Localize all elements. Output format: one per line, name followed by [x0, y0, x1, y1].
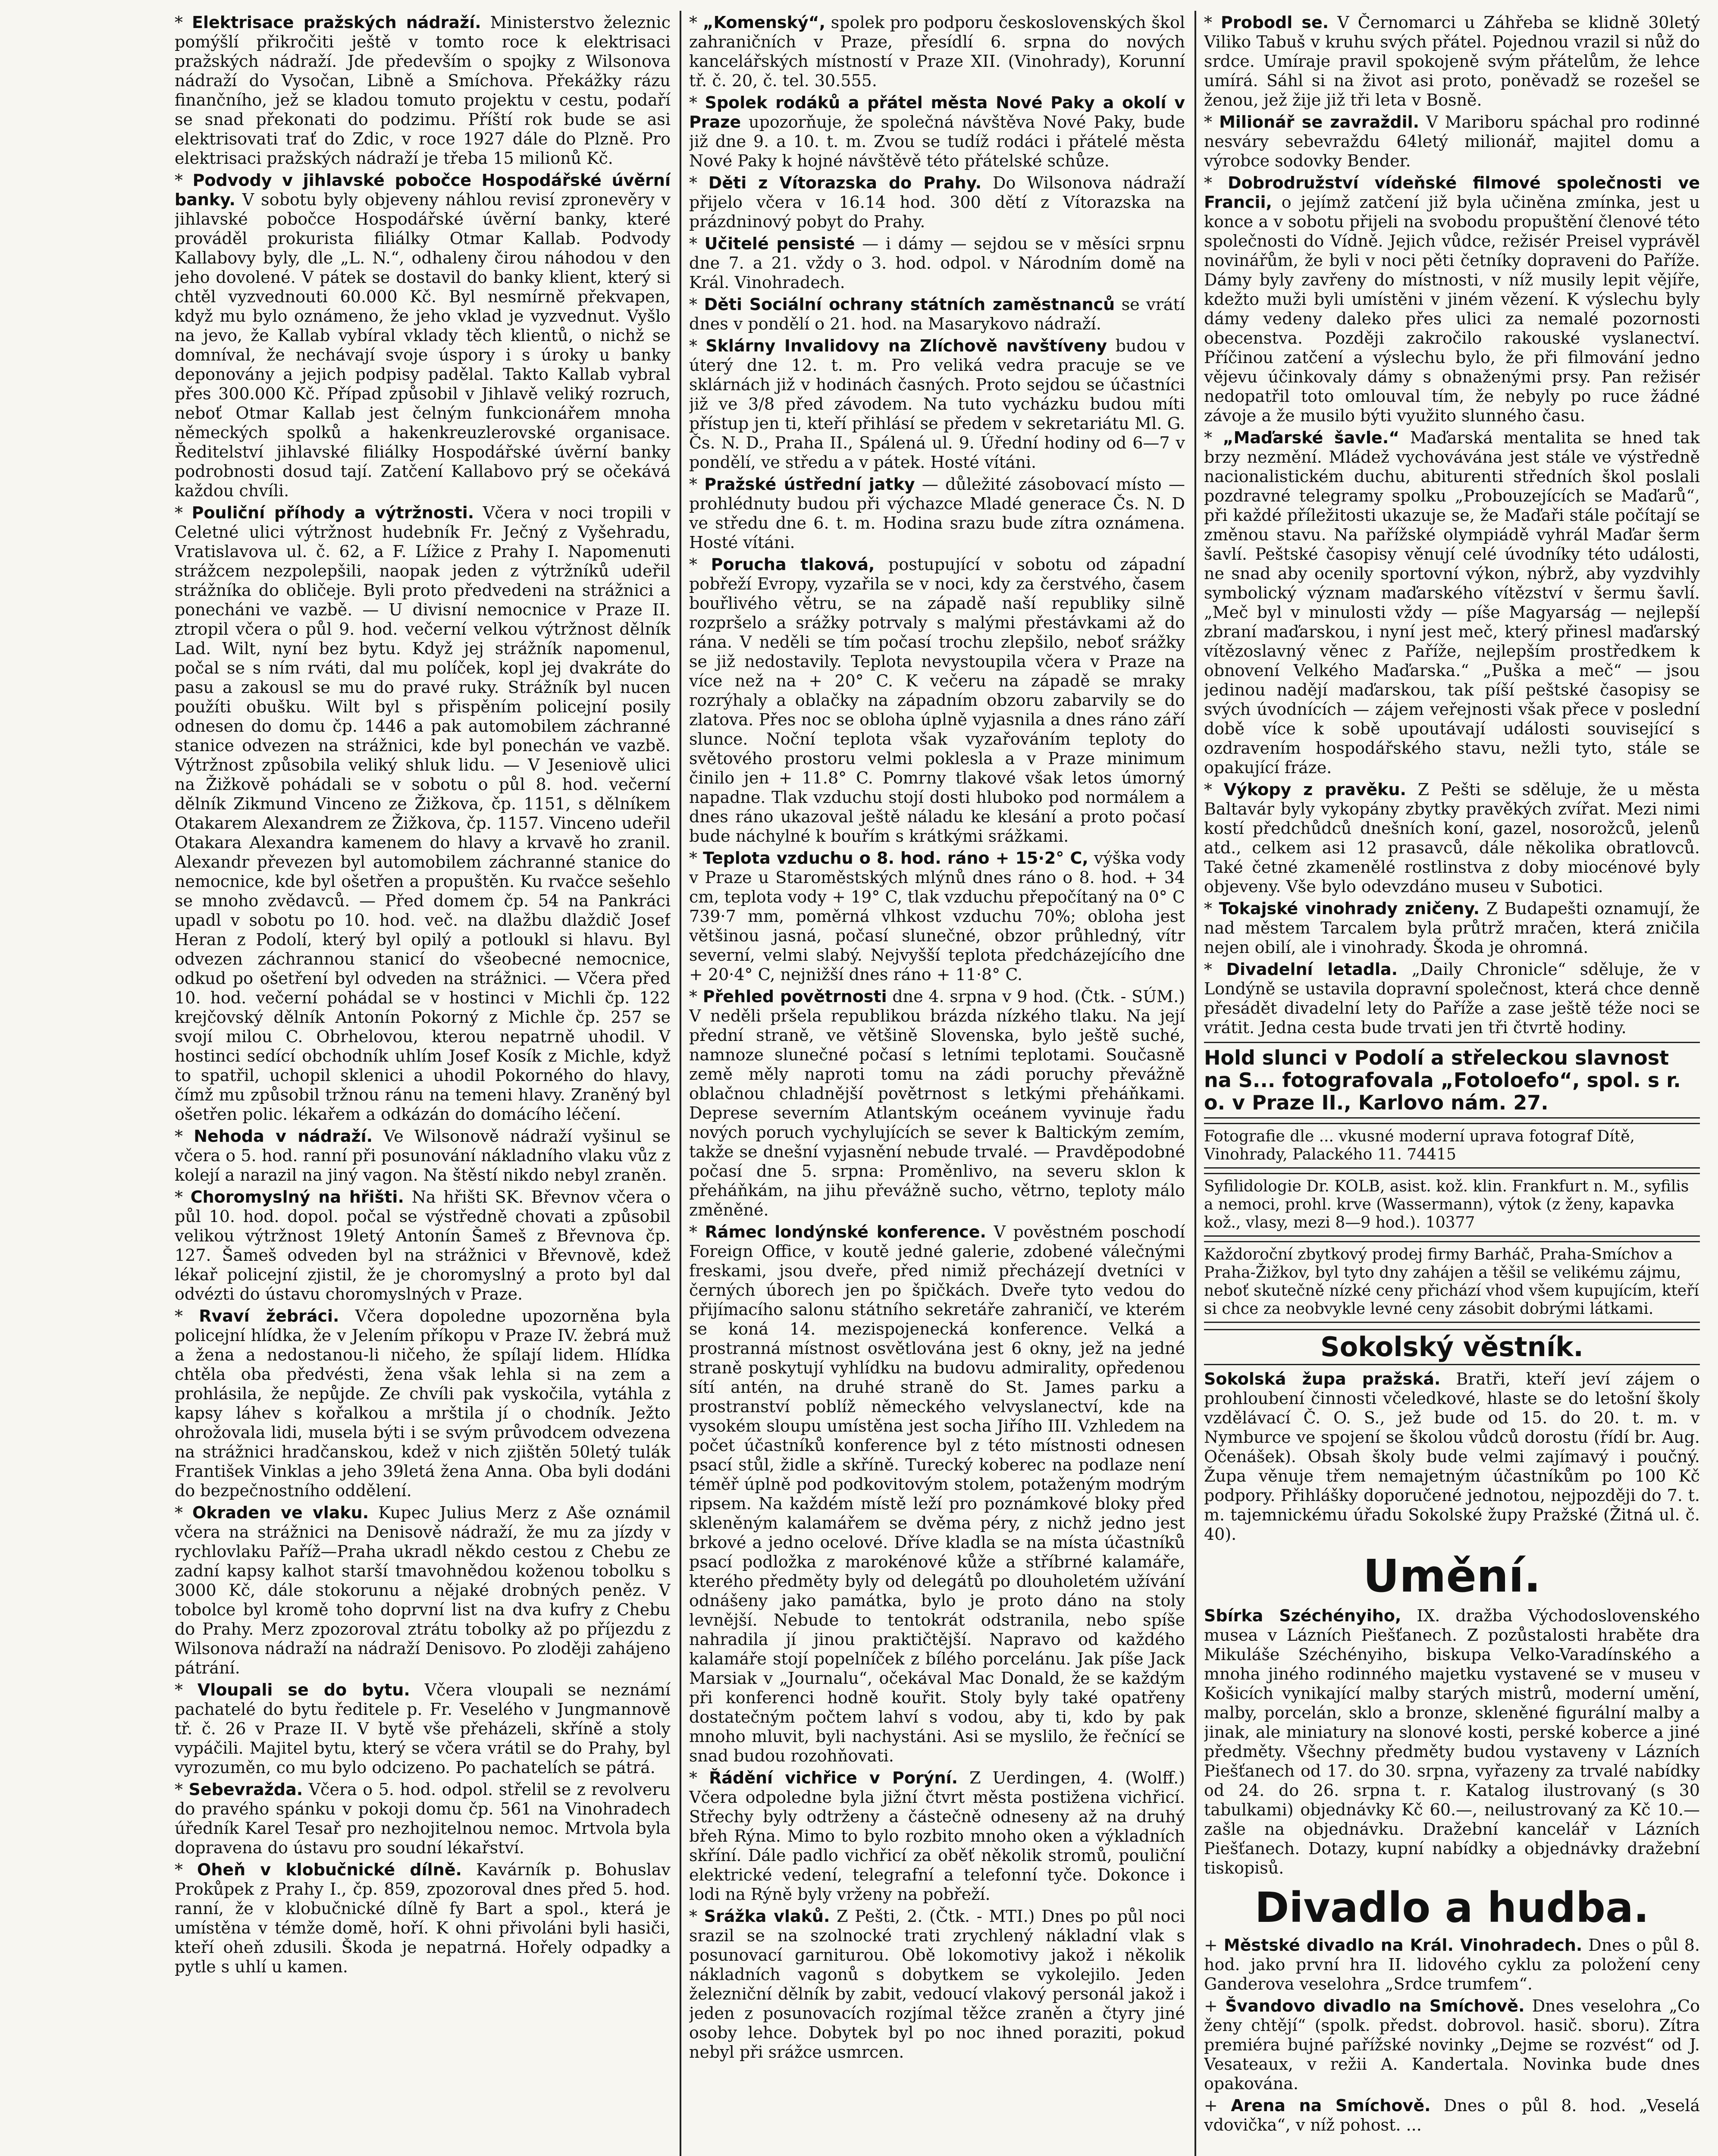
- article-text: Ministerstvo železnic pomýšlí přikročiti ještě v tomto roce k elektrisaci pražských nádraží. Jde především o spojky z Wilsonova nádraží do Vysočan, Libně a Smíchova. Překážky rázu finančního, jež se kladou tomuto projektu v cestu, podaří se snad překonati do podzimu. Příští rok bude se asi elektrisovati trať do Zdic, v roce 1927 dále do Plzně. Pro elektrisaci pražských nádraží je třeba 15 milionů Kč.: [175, 13, 671, 168]
- article-text: Z Pešti se sděluje, že u města Baltavár byly vykopány zbytky pravěkých zvířat. Mezi nimi kostí předchůdců dnešních koní, gazel, nosorožců, jelenů atd., celkem asi 12 prasavců, dále několika obratlovců. Také četné zkamenělé rostlinstva z doby miocénové byly objeveny. Vše bylo odevzdáno museu v Subotici.: [1204, 780, 1700, 896]
- article: * Přehled povětrnosti dne 4. srpna v 9 hod. (Čtk. - SÚM.) V neděli pršela republikou brázda nízkého tlaku. Na její přední straně, ve většině Slovenska, bylo ještě suché, namnoze slunečné počasí s letními teplotami. Současně země měly naproti tomu na zádi poruchy převážně oblačnou chladnější povětrnost s letkými přeháňkami. Deprese severním Atlantským oceánem vyvinuje řadu nových poruch vychylujících se sever k Baltickým zemím, takže se dnešní vyjasnění nebude trvalé. — Pravděpodobné počasí dne 5. srpna: Proměnlivo, na severu sklon k přeháňkám, na jihu převážně sucho, větrno, teploty málo změněné.: [689, 987, 1185, 1219]
- article-text: postupující v sobotu od západní pobřeží Evropy, vyzařila se v noci, kdy za čerstvého, časem bouřlivého větru, se na západě naší republiky silně rozpršelo a srážky potrvaly s malými přestávkami až do rána. V neděli se tím počasí trochu zlepšilo, neboť srážky se již nedostavily. Teplota nevystoupila včera v Praze na více než na + 20° C. K večeru na západě se mraky rozrýhaly a oblačky na západním obzoru zabarvily se do zlatova. Přes noc se obloha úplně vyjasnila a dnes ráno září slunce. Noční teplota však vyzařováním teploty do světového prostoru velmi poklesla a v Praze minimum činilo jen + 11.8° C. Pomrny tlakové však letos úmorný napadne. Tlak vzduchu stojí dosti hluboko pod normálem a dnes ráno ukazoval ještě náladu ke klesání a proto počasí bude náchylné k bouřím s krátkými srážkami.: [689, 555, 1185, 846]
- article: * Sklárny Invalidovy na Zlíchově navštíveny budou v úterý dne 12. t. m. Pro veliká vedra pracuje se ve sklárnách již v hodinách časných. Proto sejdou se účastníci již ve 3/8 před závodem. Na tuto vycházku budou míti přístup jen ti, kteří přihlásí se předem v sekretariátu Ml. G. Čs. N. D., Praha II., Spálená ul. 9. Úřední hodiny od 6—7 v pondělí, ve středu a v pátek. Hosté vítáni.: [689, 336, 1185, 472]
- article: * Nehoda v nádraží. Ve Wilsonově nádraží vyšinul se včera o 5. hod. ranní při posunování nákladního vlaku vůz z kolejí a narazil na jiný vagon. Na štěstí nikdo nebyl zraněn.: [175, 1127, 671, 1185]
- article: * Dobrodružství vídeňské filmové společnosti ve Francii, o jejímž zatčení již byla učiněna zmínka, jest u konce a v sobotu přijeli na svobodu propuštění členové této společnosti do Vídně. Jejich vůdce, režisér Preisel vyprávěl novinářům, že byli v noci pěti četníky dopraveni do Paříže. Dámy byly zavřeny do místnosti, v níž musily lepit vějíře, kdežto muži byli umístěni v jiném vězení. K výslechu byly dámy vedeny daleko přes ulici za nemalé pozornosti obecenstva. Později zakročilo rakouské vyslanectví. Příčinou zatčení a výslechu bylo, že při filmování jedno vějevu účinkovaly dámy s obnaženými prsy. Pan režisér nedopatřil toto omlouval tím, že nebyly po ruce žádné závoje a že musilo býti využito slunného času.: [1204, 173, 1700, 425]
- article-text: Do Wilsonova nádraží přijelo včera v 16.14 hod. 300 dětí z Vítorazska na prázdninový pobyt do Prahy.: [689, 173, 1185, 231]
- article: * Tokajské vinohrady zničeny. Z Budapešti oznamují, že nad městem Tarcalem byla průtrž mračen, která zničila nejen obilí, ale i vinohrady. Škoda je ohromná.: [1204, 899, 1700, 957]
- article-text: Kupec Julius Merz z Aše oznámil včera na strážnici na Denisově nádraží, že mu za jízdy v rychlovlaku Paříž—Praha ukradl někdo cestou z Chebu ze zadní kapsy kalhot starší tmavohnědou koženou tobolku s 3000 Kč, dále stokorunu a nějaké drobných peněz. V tobolce byl kromě toho doprvní list na dva kufry z Chebu do Prahy. Merz zpozoroval ztrátu tobolky až po příjezdu z Wilsonova nádraží na nádraží Denisovo. Po zloději zahájeno pátrání.: [175, 1503, 671, 1677]
- article: * Děti Sociální ochrany státních zaměstnanců se vrátí dnes v pondělí o 21. hod. na Masarykovo nádraží.: [689, 295, 1185, 333]
- article-title: Pouliční příhody a výtržnosti.: [191, 503, 474, 522]
- article: * Milionář se zavraždil. V Mariboru spáchal pro rodinné nesváry sebevraždu 64letý milionář, majitel domu a výrobce sodovky Bender.: [1204, 113, 1700, 170]
- article-text: Včera dopoledne upozorněna byla policejní hlídka, že v Jelením příkopu v Praze IV. žebrá muž a žena a nedostanou-li ničeho, že spílají lidem. Hlídka chtěla oba předvésti, žena však lehla si na zem a prohlásila, že nepůjde. Ze chvíli pak vyskočila, vytáhla z kapsy láhev s kořalkou a mrštila jí o chodník. Ježto ohrožovala lidi, musela býti i se svým průvodcem odvezena na strážnici hradčanskou, kdež v nich zjištěn 50letý tulák František Vinklas a jeho 39letá žena Anna. Oba byli dodáni do bezpečnostního oddělení.: [175, 1307, 671, 1500]
- advert-photo: [1204, 1042, 1700, 1119]
- article: * Podvody v jihlavské pobočce Hospodářské úvěrní banky. V sobotu byly objeveny náhlou revisí zpronevěry v jihlavské pobočce Hospodářské úvěrní banky, které prováděl prokurista filiálky Otmar Kallab. Podvody Kallabovy byly, dle „L. N.“, odhaleny čirou náhodou v den jeho dovolené. V pátek se dostavil do banky klient, který si chtěl vyzvednouti 60.000 Kč. Byl nesmírně překvapen, když mu bylo oznámeno, že jeho vklad je vyzvednut. Vyšlo na jevo, že Kallab vybíral vklady těch klientů, o nichž se domníval, že nechávají svoje úspory i s úroky u banky deponovány a jejich podpisy padělal. Takto Kallab vybral přes 300.000 Kč. Případ způsobil v Jihlavě veliký rozruch, neboť Otmar Kallab jest čelným funkcionářem mnoha německých spolků a hakenkreuzlerovské organisace. Ředitelství jihlavské filiálky Hospodářské úvěrní banky podrobnosti dosud tají. Zatčení Kallabovo prý se očekává každou chvíli.: [175, 171, 671, 500]
- article-title: Sklárny Invalidovy na Zlíchově navštíveny: [705, 336, 1107, 355]
- advert-text: Každoroční zbytkový prodej firmy Barháč, Praha-Smíchov a Praha-Žižkov, byl tyto dny zahájen a těšil se velikému zájmu, neboť skutečně nízké ceny přichází vhod všem kupujícím, kteří si chce za neobvykle levné ceny zásobit dobrými látkami.: [1204, 1246, 1699, 1318]
- article-text: upozorňuje, že společná návštěva Nové Paky, bude již dne 9. a 10. t. m. Zvou se tudíž rodáci i přátelé města Nové Paky k hojné návštěvě této přátelské schůze.: [689, 113, 1185, 170]
- article-text: V sobotu byly objeveny náhlou revisí zpronevěry v jihlavské pobočce Hospodářské úvěrní banky, které prováděl prokurista filiálky Otmar Kallab. Podvody Kallabovy byly, dle „L. N.“, odhaleny čirou náhodou v den jeho dovolené. V pátek se dostavil do banky klient, který si chtěl vyzvednouti 60.000 Kč. Byl nesmírně překvapen, když mu bylo oznámeno, že jeho vklad je vyzvednut. Vyšlo na jevo, že Kallab vybíral vklady těch klientů, o nichž se domníval, že nechávají svoje úspory i s úroky u banky deponovány a jejich podpisy padělal. Takto Kallab vybral přes 300.000 Kč. Případ způsobil v Jihlavě veliký rozruch, neboť Otmar Kallab jest čelným funkcionářem mnoha německých spolků a hakenkreuzlerovské organisace. Ředitelství jihlavské filiálky Hospodářské úvěrní banky podrobnosti dosud tají. Zatčení Kallabovo prý se očekává každou chvíli.: [175, 190, 671, 500]
- article: * Pouliční příhody a výtržnosti. Včera v noci tropili v Celetné ulici výtržnost hudebník Fr. Ječný z Vyšehradu, Vratislavova ul. č. 62, a F. Lížice z Prahy I. Napomenuti strážcem nezpolepšili, naopak jeden z výtržníků udeřil strážníka do obličeje. Byli proto předvedeni na strážnici a ponecháni ve vazbě. — U divisní nemocnice v Praze II. ztropil včera o půl 9. hod. večerní velkou výtržnost dělník Lad. Wilt, nyní bez bytu. Když jej strážník napomenul, počal se s ním rváti, dal mu políček, kopl jej dvakráte do pasu a zakousl se mu do pravé ruky. Strážník byl nucen použíti obušku. Wilt byl s přispěním policejní posily odnesen do domu čp. 1446 a pak automobilem záchranné stanice odvezen na strážnici, kde byl ponechán ve vazbě. Výtržnost způsobila veliký shluk lidu. — V Jeseniově ulici na Žižkově pohádali se v sobotu o půl 8. hod. večerní dělník Zikmund Vinceno ze Žižkova, čp. 1151, s dělníkem Otakarem Alexandrem ze Žižkova, čp. 1157. Vinceno udeřil Otakara Alexandra kamenem do hlavy a krvavě ho zranil. Alexandr převezen byl automobilem záchranné stanice do nemocnice, kde byl ošetřen a propuštěn. Ku rvačce sešehlo se mnoho zvědavců. — Před domem čp. 54 na Pankráci upadl v sobotu po 10. hod. več. na dlažbu dlaždič Josef Heran z Podolí, který byl opilý a potloukl si hlavu. Byl odvezen záchrannou stanicí do všeobecné nemocnice, odkud po ošetření byl odveden na strážnici. — Včera před 10. hod. večerní pohádal se v hostinci v Michli čp. 122 krejčovský dělník Antonín Pokorný z Michle čp. 257 se svojí milou C. Obrhelovou, kterou nepatrně uhodil. V hostinci sedící obchodník uhlím Josef Kosík z Michle, když to spatřil, uchopil sklenici a uhodil Pokorného do hlavy, čímž mu způsobil tržnou ránu na temeni hlavy. Zraněný byl ošetřen polic. lékařem a odkázán do domácího léčení.: [175, 503, 671, 1124]
- article-text: Kavárník p. Bohuslav Prokůpek z Prahy I., čp. 859, zpozoroval dnes před 5. hod. ranní, že v klobučnické dílně fy Bart a spol., která je umístěna v témže domě, hoří. K ohni přivoláni byli hasiči, kteří oheň zdusili. Škoda je nepatrná. Hořely odpadky a pytle s uhlí u kamen.: [175, 1860, 671, 1976]
- advert-sale: [1204, 1241, 1700, 1323]
- article-title: Sokolská župa pražská.: [1204, 1369, 1441, 1388]
- article-text: — důležité zásobovací místo — prohlédnuty budou při výchazce Mladé generace Čs. N. D ve středu dne 6. t. m. Hodina srazu bude zítra oznámena. Hosté vítáni.: [689, 475, 1185, 552]
- theatre-item: + Švandovo divadlo na Smíchově. Dnes veselohra „Co ženy chtějí“ (spolk. předst. dobrovol. hasič. sboru). Zítra premiéra bujné pařížské novinky „Dejme se rozvést“ od J. Vesateaux, v režii A. Kandertala. Novinka bude dnes opakována.: [1204, 1996, 1700, 2093]
- article-title: Porucha tlaková,: [711, 555, 875, 574]
- article-title: Učitelé pensisté: [704, 234, 855, 253]
- article: * Rvaví žebráci. Včera dopoledne upozorněna byla policejní hlídka, že v Jelením příkopu v Praze IV. žebrá muž a žena a nedostanou-li ničeho, že spílají lidem. Hlídka chtěla oba předvésti, žena však lehla si na zem a prohlásila, že nepůjde. Ze chvíli pak vyskočila, vytáhla z kapsy láhev s kořalkou a mrštila jí o chodník. Ježto ohrožovala lidi, musela býti i se svým průvodcem odvezena na strážnici hradčanskou, kdež v nich zjištěn 50letý tulák František Vinklas a jeho 39letá žena Anna. Oba byli dodáni do bezpečnostního oddělení.: [175, 1307, 671, 1500]
- article-title: Vloupali se do bytu.: [197, 1680, 410, 1699]
- article: * „Komenský“, spolek pro podporu československých škol zahraničních v Praze, přesídlí 6. srpna do nových kancelářských místností v Praze XII. (Vinohrady), Korunní tř. č. 20, č. tel. 30.555.: [689, 13, 1185, 90]
- article-text: Maďarská mentalita se hned tak brzy nezmění. Mládež vychovávána jest stále ve výstředně nacionalistickém duchu, abiturenti středních škol poslali pozdravné telegramy spolku „Probouzejících se Maďarů“, při každé příležitosti ukazuje se, že Maďaři stále počítají se změnou stavu. Na pařížské olympiádě vyhrál Maďar šerm šavlí. Peštské časopisy věnují celé úvodníky této události, ne snad aby ocenily sportovní výkon, nýbrž, aby vyzdvihly symbolický význam maďarského vítězství v šermu šavlí. „Meč byl v minulosti vždy — píše Magyarság — nejlepší zbraní maďarskou, i nyní jest meč, který přinesl maďarský vítězoslavný věnec z Paříže, nejlepším prostředkem k obnovení Velkého Maďarska.“ „Puška a meč“ — jsou jedinou nadějí maďarskou, tak píší peštské časopisy se svých úvodnících — zájem veřejnosti však přece v poslední době více k sobě upoutávají události související s ozdravením hospodářského stavu, nežli tyto, stále se opakující fráze.: [1204, 428, 1700, 777]
- article-title: Choromyslný na hřišti.: [190, 1188, 404, 1206]
- article-title: Spolek rodáků a přátel města Nové Paky a okolí v Praze: [689, 93, 1185, 132]
- section-heading-divadlo: Divadlo a hudba.: [1254, 1883, 1649, 1932]
- article-text: Ve Wilsonově nádraží vyšinul se včera o 5. hod. ranní při posunování nákladního vlaku vůz z kolejí a narazil na jiný vagon. Na štěstí nikdo nebyl zraněn.: [175, 1127, 671, 1185]
- article: * Probodl se. V Černomarci u Záhřeba se klidně 30letý Viliko Tabuš v kruhu svých přátel. Pojednou vrazil si nůž do srdce. Umíraje pravil spokojeně svým přátelům, že lehce umírá. Sáhl si na život asi proto, poněvadž se rozešel se ženou, jež žije již tři leta v Bosně.: [1204, 13, 1700, 110]
- article: * Porucha tlaková, postupující v sobotu od západní pobřeží Evropy, vyzařila se v noci, kdy za čerstvého, časem bouřlivého větru, se na západě naší republiky silně rozpršelo a srážky potrvaly s malými přestávkami až do rána. V neděli se tím počasí trochu zlepšilo, neboť srážky se již nedostavily. Teplota nevystoupila včera v Praze na více než na + 20° C. K večeru na západě se mraky rozrýhaly a oblačky na západním obzoru zabarvily se do zlatova. Přes noc se obloha úplně vyjasnila a dnes ráno září slunce. Noční teplota však vyzařováním teploty do světového prostoru velmi poklesla a v Praze minimum činilo jen + 11.8° C. Pomrny tlakové však letos úmorný napadne. Tlak vzduchu stojí dosti hluboko pod normálem a dnes ráno ukazoval ještě náladu ke klesání a proto počasí bude náchylné k bouřím s krátkými srážkami.: [689, 555, 1185, 846]
- article-title: Sbírka Széchényiho,: [1204, 1606, 1401, 1625]
- article-title: Divadelní letadla.: [1226, 960, 1398, 979]
- article-text: Včera v noci tropili v Celetné ulici výtržnost hudebník Fr. Ječný z Vyšehradu, Vratislavova ul. č. 62, a F. Lížice z Prahy I. Napomenuti strážcem nezpolepšili, naopak jeden z výtržníků udeřil strážníka do obličeje. Byli proto předvedeni na strážnici a ponecháni ve vazbě. — U divisní nemocnice v Praze II. ztropil včera o půl 9. hod. večerní velkou výtržnost dělník Lad. Wilt, nyní bez bytu. Když jej strážník napomenul, počal se s ním rváti, dal mu políček, kopl jej dvakráte do pasu a zakousl se mu do pravé ruky. Strážník byl nucen použíti obušku. Wilt byl s přispěním policejní posily odnesen do domu čp. 1446 a pak automobilem záchranné stanice odvezen na strážnici, kde byl ponechán ve vazbě. Výtržnost způsobila veliký shluk lidu. — V Jeseniově ulici na Žižkově pohádali se v sobotu o půl 8. hod. večerní dělník Zikmund Vinceno ze Žižkova, čp. 1151, s dělníkem Otakarem Alexandrem ze Žižkova, čp. 1157. Vinceno udeřil Otakara Alexandra kamenem do hlavy a krvavě ho zranil. Alexandr převezen byl automobilem záchranné stanice do nemocnice, kde byl ošetřen a propuštěn. Ku rvačce sešehlo se mnoho zvědavců. — Před domem čp. 54 na Pankráci upadl v sobotu po 10. hod. več. na dlažbu dlaždič Josef Heran z Podolí, který byl opilý a potloukl si hlavu. Byl odvezen záchrannou stanicí do všeobecné nemocnice, odkud po ošetření byl odveden na strážnici. — Včera před 10. hod. večerní pohádal se v hostinci v Michli čp. 122 krejčovský dělník Antonín Pokorný z Michle čp. 257 se svojí milou C. Obrhelovou, kterou nepatrně uhodil. V hostinci sedící obchodník uhlím Josef Kosík z Michle, když to spatřil, uchopil sklenici a uhodil Pokorného do hlavy, čímž mu způsobil tržnou ránu na temeni hlavy. Zraněný byl ošetřen polic. lékařem a odkázán do domácího léčení.: [175, 503, 671, 1124]
- article: * Teplota vzduchu o 8. hod. ráno + 15·2° C, výška vody v Praze u Staroměstských mlýnů dnes ráno o 8. hod. + 34 cm, teplota vody + 19° C, tlak vzduchu přepočítaný na 0° C 739·7 mm, poměrná vlhkost vzduchu 70%; obloha jest většinou jasná, počasí slunečné, obzor průhledný, vítr severní, velmi slabý. Nejvyšší teplota předcházejícího dne + 20·4° C, nejnižší dnes ráno + 11·8° C.: [689, 849, 1185, 984]
- umeni-article: [1204, 1606, 1700, 1878]
- article-title: Rámec londýnské konference.: [705, 1222, 986, 1241]
- article-text: spolek pro podporu československých škol zahraničních v Praze, přesídlí 6. srpna do nových kancelářských místností v Praze XII. (Vinohrady), Korunní tř. č. 20, č. tel. 30.555.: [689, 13, 1185, 90]
- article-text: Včera o 5. hod. odpol. střelil se z revolveru do pravého spánku v pokoji domu čp. 561 na Vinohradech úředník Karel Tesař pro nezhojitelnou nemoc. Mrtvola byla dopravena do ústavu pro soudní lékařství.: [175, 1780, 671, 1857]
- article-title: Teplota vzduchu o 8. hod. ráno + 15·2° C,: [702, 849, 1088, 868]
- article-text: V Mariboru spáchal pro rodinné nesváry sebevraždu 64letý milionář, majitel domu a výrobce sodovky Bender.: [1204, 113, 1700, 170]
- advert-text: Syfilidologie Dr. KOLB, asist. kož. klin. Frankfurt n. M., syfilis a nemoci, prohl. krve (Wassermann), výtok (z ženy, kapavka kož., vlasy, mezi 8—9 hod.). 10377: [1204, 1178, 1689, 1232]
- article: * „Maďarské šavle.“ Maďarská mentalita se hned tak brzy nezmění. Mládež vychovávána jest stále ve výstředně nacionalistickém duchu, abiturenti středních škol poslali pozdravné telegramy spolku „Probouzejících se Maďarů“, při každé příležitosti ukazuje se, že Maďaři stále počítají se změnou stavu. Na pařížské olympiádě vyhrál Maďar šerm šavlí. Peštské časopisy věnují celé úvodníky této události, ne snad aby ocenily sportovní výkon, nýbrž, aby vyzdvihly symbolický význam maďarského vítězství v šermu šavlí. „Meč byl v minulosti vždy — píše Magyarság — nejlepší zbraní maďarskou, i nyní jest meč, který přinesl maďarský vítězoslavný věnec z Paříže, nejlepším prostředkem k obnovení Velkého Maďarska.“ „Puška a meč“ — jsou jedinou nadějí maďarskou, tak píší peštské časopisy se svých úvodnících — zájem veřejnosti však přece v poslední době více k sobě upoutávají události související s ozdravením hospodářského stavu, nežli tyto, stále se opakující fráze.: [1204, 428, 1700, 777]
- column-divider: [680, 11, 681, 2156]
- advert-photographer: [1204, 1123, 1700, 1169]
- article-text: Na hřišti SK. Břevnov včera o půl 10. hod. dopol. počal se výstředně chovati a způsobil velikou výtržnost 19letý Antonín Šameš z Břevnova čp. 127. Šameš odveden byl na strážnici v Břevnově, kdež lékař policejní zjistil, že je choromyslný a proto byl dal odvézti do ústavu choromyslných v Praze.: [175, 1188, 671, 1304]
- article-text: Z Uerdingen, 4. (Wolff.) Včera odpoledne byla jižní čtvrt města postižena vichřicí. Střechy byly odtrženy a částečně odneseny až na druhý břeh Rýna. Mimo to bylo rozbito mnoho oken a výkladních skříní. Dále padlo vichřicí za oběť několik stromů, pouliční elektrické vedení, telegrafní a telefonní tyče. Dokonce i lodi na Rýně byly vrženy na pobřeží.: [689, 1768, 1185, 1904]
- article-title: Děti Sociální ochrany státních zaměstnanců: [704, 295, 1115, 314]
- article-text: Z Budapešti oznamují, že nad městem Tarcalem byla průtrž mračen, která zničila nejen obilí, ale i vinohrady. Škoda je ohromná.: [1204, 899, 1700, 957]
- column-1: [175, 13, 671, 2156]
- article-title: „Maďarské šavle.“: [1223, 428, 1400, 447]
- article: * Elektrisace pražských nádraží. Ministerstvo železnic pomýšlí přikročiti ještě v tomto roce k elektrisaci pražských nádraží. Jde především o spojky z Wilsonova nádraží do Vysočan, Libně a Smíchova. Překážky rázu finančního, jež se kladou tomuto projektu v cestu, podaří se snad překonati do podzimu. Příští rok bude se asi elektrisovati trať do Zdic, v roce 1927 dále do Plzně. Pro elektrisaci pražských nádraží je třeba 15 milionů Kč.: [175, 13, 671, 168]
- column-3-news: [1204, 13, 1700, 1037]
- article-title: Milionář se zavraždil.: [1219, 113, 1420, 132]
- article-text: Dnes o půl 8. hod. „Veselá vdovička“, v níž pohost. ...: [1204, 2096, 1700, 2134]
- article-title: Tokajské vinohrady zničeny.: [1219, 899, 1480, 918]
- article: * Sebevražda. Včera o 5. hod. odpol. střelil se z revolveru do pravého spánku v pokoji domu čp. 561 na Vinohradech úředník Karel Tesař pro nezhojitelnou nemoc. Mrtvola byla dopravena do ústavu pro soudní lékařství.: [175, 1780, 671, 1857]
- article-text: o jejímž zatčení již byla učiněna zmínka, jest u konce a v sobotu přijeli na svobodu propuštění členové této společnosti do Vídně. Jejich vůdce, režisér Preisel vyprávěl novinářům, že byli v noci pěti četníky dopraveni do Paříže. Dámy byly zavřeny do místnosti, v níž musily lepit vějíře, kdežto muži byli umístěni v jiném vězení. K výslechu byly dámy vedeny daleko přes ulici za nemalé pozornosti obecenstva. Později zakročilo rakouské vyslanectví. Příčinou zatčení a výslechu bylo, že při filmování jedno vějevu účinkovaly dámy s obnaženými prsy. Pan režisér nedopatřil toto omlouval tím, že nebyly po ruce žádné závoje a že musilo býti využito slunného času.: [1204, 193, 1700, 425]
- article: * Okraden ve vlaku. Kupec Julius Merz z Aše oznámil včera na strážnici na Denisově nádraží, že mu za jízdy v rychlovlaku Paříž—Praha ukradl někdo cestou z Chebu ze zadní kapsy kalhot starší tmavohnědou koženou tobolku s 3000 Kč, dále stokorunu a nějaké drobných peněz. V tobolce byl kromě toho doprvní list na dva kufry z Chebu do Prahy. Merz zpozoroval ztrátu tobolky až po příjezdu z Wilsonova nádraží na nádraží Denisovo. Po zloději zahájeno pátrání.: [175, 1503, 671, 1677]
- divadlo-list: [1204, 1936, 1700, 2135]
- article: * Oheň v klobučnické dílně. Kavárník p. Bohuslav Prokůpek z Prahy I., čp. 859, zpozoroval dnes před 5. hod. ranní, že v klobučnické dílně fy Bart a spol., která je umístěna v témže domě, hoří. K ohni přivoláni byli hasiči, kteří oheň zdusili. Škoda je nepatrná. Hořely odpadky a pytle s uhlí u kamen.: [175, 1860, 671, 1976]
- article-title: Okraden ve vlaku.: [192, 1503, 369, 1522]
- article-title: Srážka vlaků.: [704, 1907, 830, 1926]
- theatre-item: + Městské divadlo na Král. Vinohradech. Dnes o půl 8. hod. jako první hra II. lidového cyklu za položení ceny Ganderova veselohra „Srdce trumfem“.: [1204, 1936, 1700, 1993]
- theatre-item: + Arena na Smíchově. Dnes o půl 8. hod. „Veselá vdovička“, v níž pohost. ...: [1204, 2096, 1700, 2134]
- article: * Děti z Vítorazska do Prahy. Do Wilsonova nádraží přijelo včera v 16.14 hod. 300 dětí z Vítorazska na prázdninový pobyt do Prahy.: [689, 173, 1185, 231]
- article: * Choromyslný na hřišti. Na hřišti SK. Břevnov včera o půl 10. hod. dopol. počal se výstředně chovati a způsobil velikou výtržnost 19letý Antonín Šameš z Břevnova čp. 127. Šameš odveden byl na strážnici v Břevnově, kdež lékař policejní zjistil, že je choromyslný a proto byl dal odvézti do ústavu choromyslných v Praze.: [175, 1188, 671, 1304]
- article-text: budou v úterý dne 12. t. m. Pro veliká vedra pracuje se ve sklárnách již v hodinách časných. Proto sejdou se účastníci již ve 3/8 před závodem. Na tuto vycházku budou míti přístup jen ti, kteří přihlásí se předem v sekretariátu Ml. G. Čs. N. D., Praha II., Spálená ul. 9. Úřední hodiny od 6—7 v pondělí, ve středu a v pátek. Hosté vítáni.: [689, 336, 1185, 472]
- column-3: [1204, 13, 1700, 2156]
- article-title: Oheň v klobučnické dílně.: [197, 1860, 462, 1879]
- article-title: Rvaví žebráci.: [199, 1307, 339, 1326]
- article-text: se vrátí dnes v pondělí o 21. hod. na Masarykovo nádraží.: [689, 295, 1185, 333]
- article-title: Pražské ústřední jatky: [704, 475, 915, 494]
- section-heading-umeni: Umění.: [1363, 1550, 1541, 1602]
- advert-text: Fotografie dle ... vkusné moderní uprava fotograf Dítě, Vinohrady, Palackého 11. 74415: [1204, 1128, 1635, 1163]
- sokol-article: [1204, 1369, 1700, 1544]
- column-2: [689, 13, 1185, 2156]
- article-title: Děti z Vítorazska do Prahy.: [708, 173, 982, 192]
- article: * Spolek rodáků a přátel města Nové Paky a okolí v Praze upozorňuje, že společná návštěva Nové Paky, bude již dne 9. a 10. t. m. Zvou se tudíž rodáci i přátelé města Nové Paky k hojné návštěvě této přátelské schůze.: [689, 93, 1185, 170]
- article-title: Městské divadlo na Král. Vinohradech.: [1223, 1936, 1583, 1955]
- article: * Učitelé pensisté — i dámy — sejdou se v měsíci srpnu dne 7. a 21. vždy o 3. hod. odpol. v Národním domě na Král. Vinohradech.: [689, 234, 1185, 292]
- article-title: „Komenský“,: [702, 13, 826, 32]
- article-text: — i dámy — sejdou se v měsíci srpnu dne 7. a 21. vždy o 3. hod. odpol. v Národním domě na Král. Vinohradech.: [689, 234, 1185, 292]
- advert-lead: Hold slunci v Podolí a střeleckou slavnost: [1204, 1046, 1669, 1069]
- article: * Rámec londýnské konference. V pověstném poschodí Foreign Office, v koutě jedné galerie, zdobené válečnými freskami, jsou dveře, před nimiž přecházejí dvetníci v černých úborech jen po špičkách. Dveře tyto vedou do přijímacího salonu státního sekretáře zahraničí, ve kterém se koná 14. mezispojenecká konference. Velká a prostranná místnost osvětlována jest 6 okny, jež na jedné straně poskytují vyhlídku na budovu admirality, opředenou sítí antén, na druhé straně do St. James parku a prostranství poblíž německého velvyslanectví, kde na vysokém sloupu umístěna jest socha Jiřího III. Vzhledem na počet účastníků konference byl z této místnosti odnesen psací stůl, židle a skříně. Turecký koberec na podlaze není téměř úplně pod podkovitovým stolem, potaženým modrým ripsem. Na každém místě leží pro poznámkové bloky před skleněným kalamářem se dvěma péry, z nichž jedno jest brkové a jedno ocelové. Dříve kladla se na místa účastníků psací podložka z marokénové kůže a stříbrné kalamáře, kterého předměty byly od delegátů po dlouholetém užívání odnášeny jako památka, bylo je proto dáno na stoly levnější. Nebude to tentokrát odstranila, nebo spíše nahradila jí jinou praktičtější. Napravo od každého kalamáře stojí popelníček z bílého porcelánu. Jak píše Jack Marsiak v „Journalu“, očekával Mac Donald, že se každým při konferenci hodně kouřit. Stoly byly také opatřeny dostatečným počtem lahví s vodou, aby ti, kdo by pak mnoho mluvit, byli nachystáni. Asi se myslilo, že řečnící se snad budou rozohňovati.: [689, 1222, 1185, 1765]
- article-text: Včera vloupali se neznámí pachatelé do bytu ředitele p. Fr. Veselého v Jungmannově tř. č. 26 v Praze II. V bytě vše přeházeli, skříně a stoly vypáčili. Majitel bytu, který se včera vrátil se do Prahy, byl vyrozuměn, co mu bylo odcizeno. Po pachatelích se pátrá.: [175, 1680, 671, 1777]
- article-title: Podvody v jihlavské pobočce Hospodářské úvěrní banky.: [175, 171, 671, 209]
- article: * Divadelní letadla. „Daily Chronicle“ sděluje, že v Londýně se ustavila dopravní společnost, která chce denně přesádět divadelní lety do Paříže a zase ještě téže noci se vrátit. Jedna cesta bude trvati jen tři čtvrtě hodiny.: [1204, 960, 1700, 1037]
- article-text: V Černomarci u Záhřeba se klidně 30letý Viliko Tabuš v kruhu svých přátel. Pojednou vrazil si nůž do srdce. Umíraje pravil spokojeně svým přátelům, že lehce umírá. Sáhl si na život asi proto, poněvadž se rozešel se ženou, jež žije již tři leta v Bosně.: [1204, 13, 1700, 110]
- article: * Pražské ústřední jatky — důležité zásobovací místo — prohlédnuty budou při výchazce Mladé generace Čs. N. D ve středu dne 6. t. m. Hodina srazu bude zítra oznámena. Hosté vítáni.: [689, 475, 1185, 552]
- article-title: Sebevražda.: [188, 1780, 303, 1799]
- article-text: Dnes veselohra „Co ženy chtějí“ (spolk. předst. dobrovol. hasič. sboru). Zítra premiéra bujné pařížské novinky „Dejme se rozvést“ od J. Vesateaux, v režii A. Kandertala. Novinka bude dnes opakována.: [1204, 1996, 1700, 2093]
- article-title: Probodl se.: [1221, 13, 1329, 32]
- article-text: IX. dražba Východoslovenského musea v Lázních Piešťanech. Z pozůstalosti hraběte dra Mikuláše Széchényiho, biskupa Velko-Varadínského a mnoha jiného rodinného majetku vystavené se v museu v Košicích vynikající malby starých mistrů, moderní umění, malby, porcelán, sklo a bronze, skleněné figurální malby a jinak, ale miniatury na slonové kosti, perské koberce a jiné předměty. Všechny předměty budou vystaveny v Lázních Piešťanech od 17. do 30. srpna, vyřazeny za trvalé nabídky od 24. do 26. srpna t. r. Katalog ilustrovaný (s 30 tabulkami) objednávky Kč 60.—, neilustrovaný za Kč 10.— zašle na objednávku. Dražební kancelář v Lázních Piešťanech. Dotazy, kupní nabídky a objednávky dražební tiskopisů.: [1204, 1606, 1700, 1877]
- column-divider: [1194, 11, 1196, 2156]
- article: * Srážka vlaků. Z Pešti, 2. (Čtk. - MTI.) Dnes po půl noci srazil se na szolnocké trati zrychlený nákladní vlak s posunovací garniturou. Obě lokomotivy jakož i několik nákladních vagonů s dobytkem se vykolejilo. Jeden železniční dělník by zabit, vedoucí vlakový personál jakož i jeden z posunovacích rozjímal těžce zraněn a čtyry jiné osoby lehce. Dobytek byl po noc ihned poraziti, pokud nebyl při srážce usmrcen.: [689, 1907, 1185, 2062]
- article-text: V pověstném poschodí Foreign Office, v koutě jedné galerie, zdobené válečnými freskami, jsou dveře, před nimiž přecházejí dvetníci v černých úborech jen po špičkách. Dveře tyto vedou do přijímacího salonu státního sekretáře zahraničí, ve kterém se koná 14. mezispojenecká konference. Velká a prostranná místnost osvětlována jest 6 okny, jež na jedné straně poskytují vyhlídku na budovu admirality, opředenou sítí antén, na druhé straně do St. James parku a prostranství poblíž německého velvyslanectví, kde na vysokém sloupu umístěna jest socha Jiřího III. Vzhledem na počet účastníků konference byl z této místnosti odnesen psací stůl, židle a skříně. Turecký koberec na podlaze není téměř úplně pod podkovitovým stolem, potaženým modrým ripsem. Na každém místě leží pro poznámkové bloky před skleněným kalamářem se dvěma péry, z nichž jedno jest brkové a jedno ocelové. Dříve kladla se na místa účastníků psací podložka z marokénové kůže a stříbrné kalamáře, kterého předměty byly od delegátů po dlouholetém užívání odnášeny jako památka, bylo je proto dáno na stoly levnější. Nebude to tentokrát odstranila, nebo spíše nahradila jí jinou praktičtější. Napravo od každého kalamáře stojí popelníček z bílého porcelánu. Jak píše Jack Marsiak v „Journalu“, očekával Mac Donald, že se každým při konferenci hodně kouřit. Stoly byly také opatřeny dostatečným počtem lahví s vodou, aby ti, kdo by pak mnoho mluvit, byli nachystáni. Asi se myslilo, že řečnící se snad budou rozohňovati.: [689, 1222, 1185, 1765]
- article-title: Řádění vichřice v Porýní.: [709, 1768, 958, 1787]
- section-heading-sokol: Sokolský věstník.: [1204, 1329, 1700, 1365]
- article-title: Arena na Smíchově.: [1231, 2096, 1431, 2115]
- article: * Výkopy z pravěku. Z Pešti se sděluje, že u města Baltavár byly vykopány zbytky pravěkých zvířat. Mezi nimi kostí předchůdců dnešních koní, gazel, nosorožců, jelenů atd., celkem asi 12 prasavců, dále několika obratlovců. Také četné zkamenělé rostlinstva z doby miocénové byly objeveny. Vše bylo odevzdáno museu v Subotici.: [1204, 780, 1700, 896]
- advert-body: na S... fotografovala „Fotoloefo“, spol. s r. o. v Praze II., Karlovo nám. 27.: [1204, 1069, 1681, 1114]
- article-text: Z Pešti, 2. (Čtk. - MTI.) Dnes po půl noci srazil se na szolnocké trati zrychlený nákladní vlak s posunovací garniturou. Obě lokomotivy jakož i několik nákladních vagonů s dobytkem se vykolejilo. Jeden železniční dělník by zabit, vedoucí vlakový personál jakož i jeden z posunovacích rozjímal těžce zraněn a čtyry jiné osoby lehce. Dobytek byl po noc ihned poraziti, pokud nebyl při srážce usmrcen.: [689, 1907, 1185, 2062]
- article-text: „Daily Chronicle“ sděluje, že v Londýně se ustavila dopravní společnost, která chce denně přesádět divadelní lety do Paříže a zase ještě téže noci se vrátit. Jedna cesta bude trvati jen tři čtvrtě hodiny.: [1204, 960, 1700, 1037]
- article-text: Bratři, kteří jeví zájem o prohloubení činnosti včeledkové, hlaste se do letošní školy vzdělávací Č. O. S., jež bude od 15. do 20. t. m. v Nymburce ve spojení se školou vůdců dorostu (řídí br. Aug. Očenášek). Obsah školy bude velmi zajímavý i poučný. Župa věnuje třem nemajetným účastníkům po 100 Kč podpory. Přihlášky doporučené jednotou, nejpozději do 7. t. m. tajemnickému úřadu Sokolské župy Pražské (Žitná ul. č. 40).: [1204, 1369, 1700, 1544]
- article-text: dne 4. srpna v 9 hod. (Čtk. - SÚM.) V neděli pršela republikou brázda nízkého tlaku. Na její přední straně, ve většině Slovenska, bylo ještě suché, namnoze slunečné počasí s letními teplotami. Současně země měly naproti tomu na zádi poruchy převážně oblačnou chladnější povětrnost s letkými přeháňkami. Deprese severním Atlantským oceánem vyvinuje řadu nových poruch vychylujících se sever k Baltickým zemím, takže se dnešní vyjasnění nebude trvalé. — Pravděpodobné počasí dne 5. srpna: Proměnlivo, na severu sklon k přeháňkám, na jihu převážně sucho, větrno, teploty málo změněné.: [689, 987, 1185, 1219]
- article-title: Nehoda v nádraží.: [194, 1127, 373, 1146]
- advert-doctor: [1204, 1173, 1700, 1237]
- article-title: Výkopy z pravěku.: [1223, 780, 1406, 799]
- article-title: Elektrisace pražských nádraží.: [192, 13, 481, 32]
- article-title: Dobrodružství vídeňské filmové společnosti ve Francii,: [1204, 173, 1700, 212]
- article: * Vloupali se do bytu. Včera vloupali se neznámí pachatelé do bytu ředitele p. Fr. Veselého v Jungmannově tř. č. 26 v Praze II. V bytě vše přeházeli, skříně a stoly vypáčili. Majitel bytu, který se včera vrátil se do Prahy, byl vyrozuměn, co mu bylo odcizeno. Po pachatelích se pátrá.: [175, 1680, 671, 1777]
- article-title: Švandovo divadlo na Smíchově.: [1225, 1996, 1525, 2015]
- article: * Řádění vichřice v Porýní. Z Uerdingen, 4. (Wolff.) Včera odpoledne byla jižní čtvrt města postižena vichřicí. Střechy byly odtrženy a částečně odneseny až na druhý břeh Rýna. Mimo to bylo rozbito mnoho oken a výkladních skříní. Dále padlo vichřicí za oběť několik stromů, pouliční elektrické vedení, telegrafní a telefonní tyče. Dokonce i lodi na Rýně byly vrženy na pobřeží.: [689, 1768, 1185, 1904]
- article-title: Přehled povětrnosti: [702, 987, 887, 1006]
- article-text: výška vody v Praze u Staroměstských mlýnů dnes ráno o 8. hod. + 34 cm, teplota vody + 19° C, tlak vzduchu přepočítaný na 0° C 739·7 mm, poměrná vlhkost vzduchu 70%; obloha jest většinou jasná, počasí slunečné, obzor průhledný, vítr severní, velmi slabý. Nejvyšší teplota předcházejícího dne + 20·4° C, nejnižší dnes ráno + 11·8° C.: [689, 849, 1185, 984]
- article-text: Dnes o půl 8. hod. jako první hra II. lidového cyklu za položení ceny Ganderova veselohra „Srdce trumfem“.: [1204, 1936, 1700, 1993]
